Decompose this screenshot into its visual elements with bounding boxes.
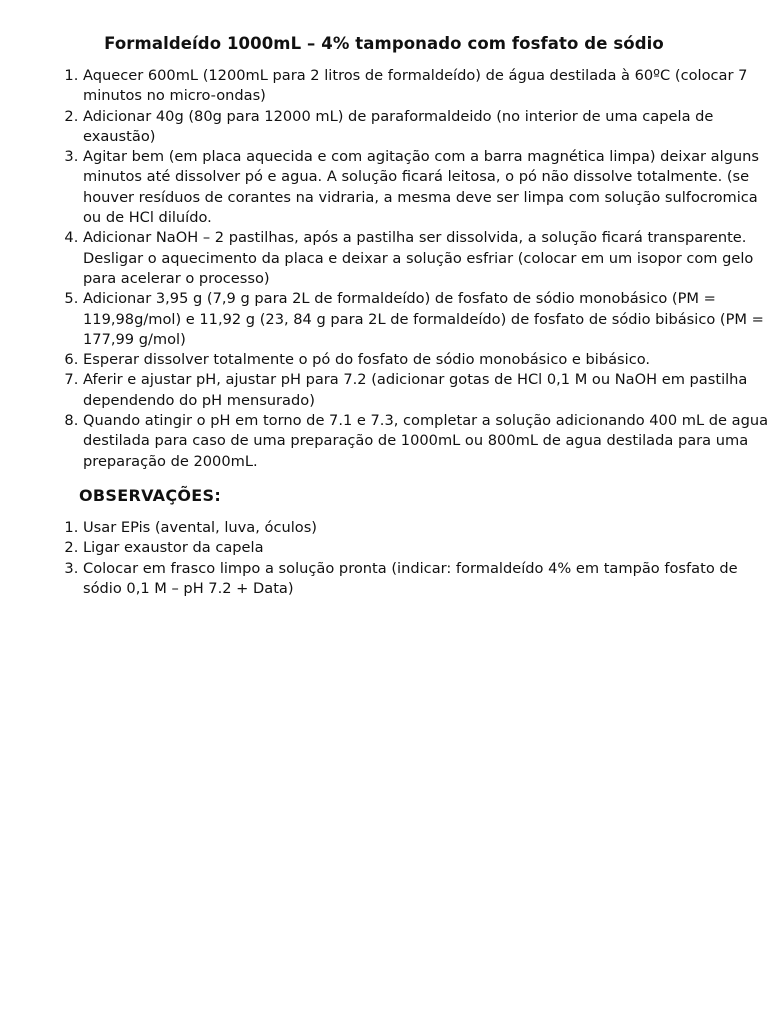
step-item-2: 2. Adicionar 40g (80g para 12000 mL) de paraformaldeido (no interior de uma capela de exaustão) <box>83 107 768 148</box>
observation-item-3: 3. Colocar em frasco limpo a solução pronta (indicar: formaldeído 4% em tampão fosfato de sódio 0,1 M – pH 7.2 + Data) <box>83 559 768 600</box>
observations-list <box>57 518 768 599</box>
observation-item-2: 2. Ligar exaustor da capela <box>83 538 768 558</box>
step-item-5: 5. Adicionar 3,95 g (7,9 g para 2L de formaldeído) de fosfato de sódio monobásico (PM = 119,98g/mol) e 11,92 g (23, 84 g para 2L de formaldeído) de fosfato de sódio bibásico (PM = 177,99 g/mol) <box>83 289 768 350</box>
step-item-3: 3. Agitar bem (em placa aquecida e com agitação com a barra magnética limpa) deixar alguns minutos até dissolver pó e agua. A solução ficará leitosa, o pó não dissolve totalmente. (se houver resíduos de corantes na vidraria, a mesma deve ser limpa com solução sulfocromica ou de HCl diluído. <box>83 147 768 228</box>
step-item-6: 6. Esperar dissolver totalmente o pó do fosfato de sódio monobásico e bibásico. <box>83 350 768 370</box>
observation-item-1: 1. Usar EPis (avental, luva, óculos) <box>83 518 768 538</box>
observations-heading: OBSERVAÇÕES: <box>79 486 222 505</box>
step-item-8: 8. Quando atingir o pH em torno de 7.1 e 7.3, completar a solução adicionando 400 mL de agua destilada para caso de uma preparação de 1000mL ou 800mL de agua destilada para uma preparação de 2000mL. <box>83 411 768 472</box>
document-title: Formaldeído 1000mL – 4% tamponado com fosfato de sódio <box>104 34 664 53</box>
step-item-7: 7. Aferir e ajustar pH, ajustar pH para 7.2 (adicionar gotas de HCl 0,1 M ou NaOH em pastilha dependendo do pH mensurado) <box>83 370 768 411</box>
step-item-4: 4. Adicionar NaOH – 2 pastilhas, após a pastilha ser dissolvida, a solução ficará transparente. Desligar o aquecimento da placa e deixar a solução esfriar (colocar em um isopor com gelo para acelerar o processo) <box>83 228 768 289</box>
step-item-1: 1. Aquecer 600mL (1200mL para 2 litros de formaldeído) de água destilada à 60ºC (colocar 7 minutos no micro-ondas) <box>83 66 768 107</box>
procedure-steps-list <box>57 66 768 472</box>
